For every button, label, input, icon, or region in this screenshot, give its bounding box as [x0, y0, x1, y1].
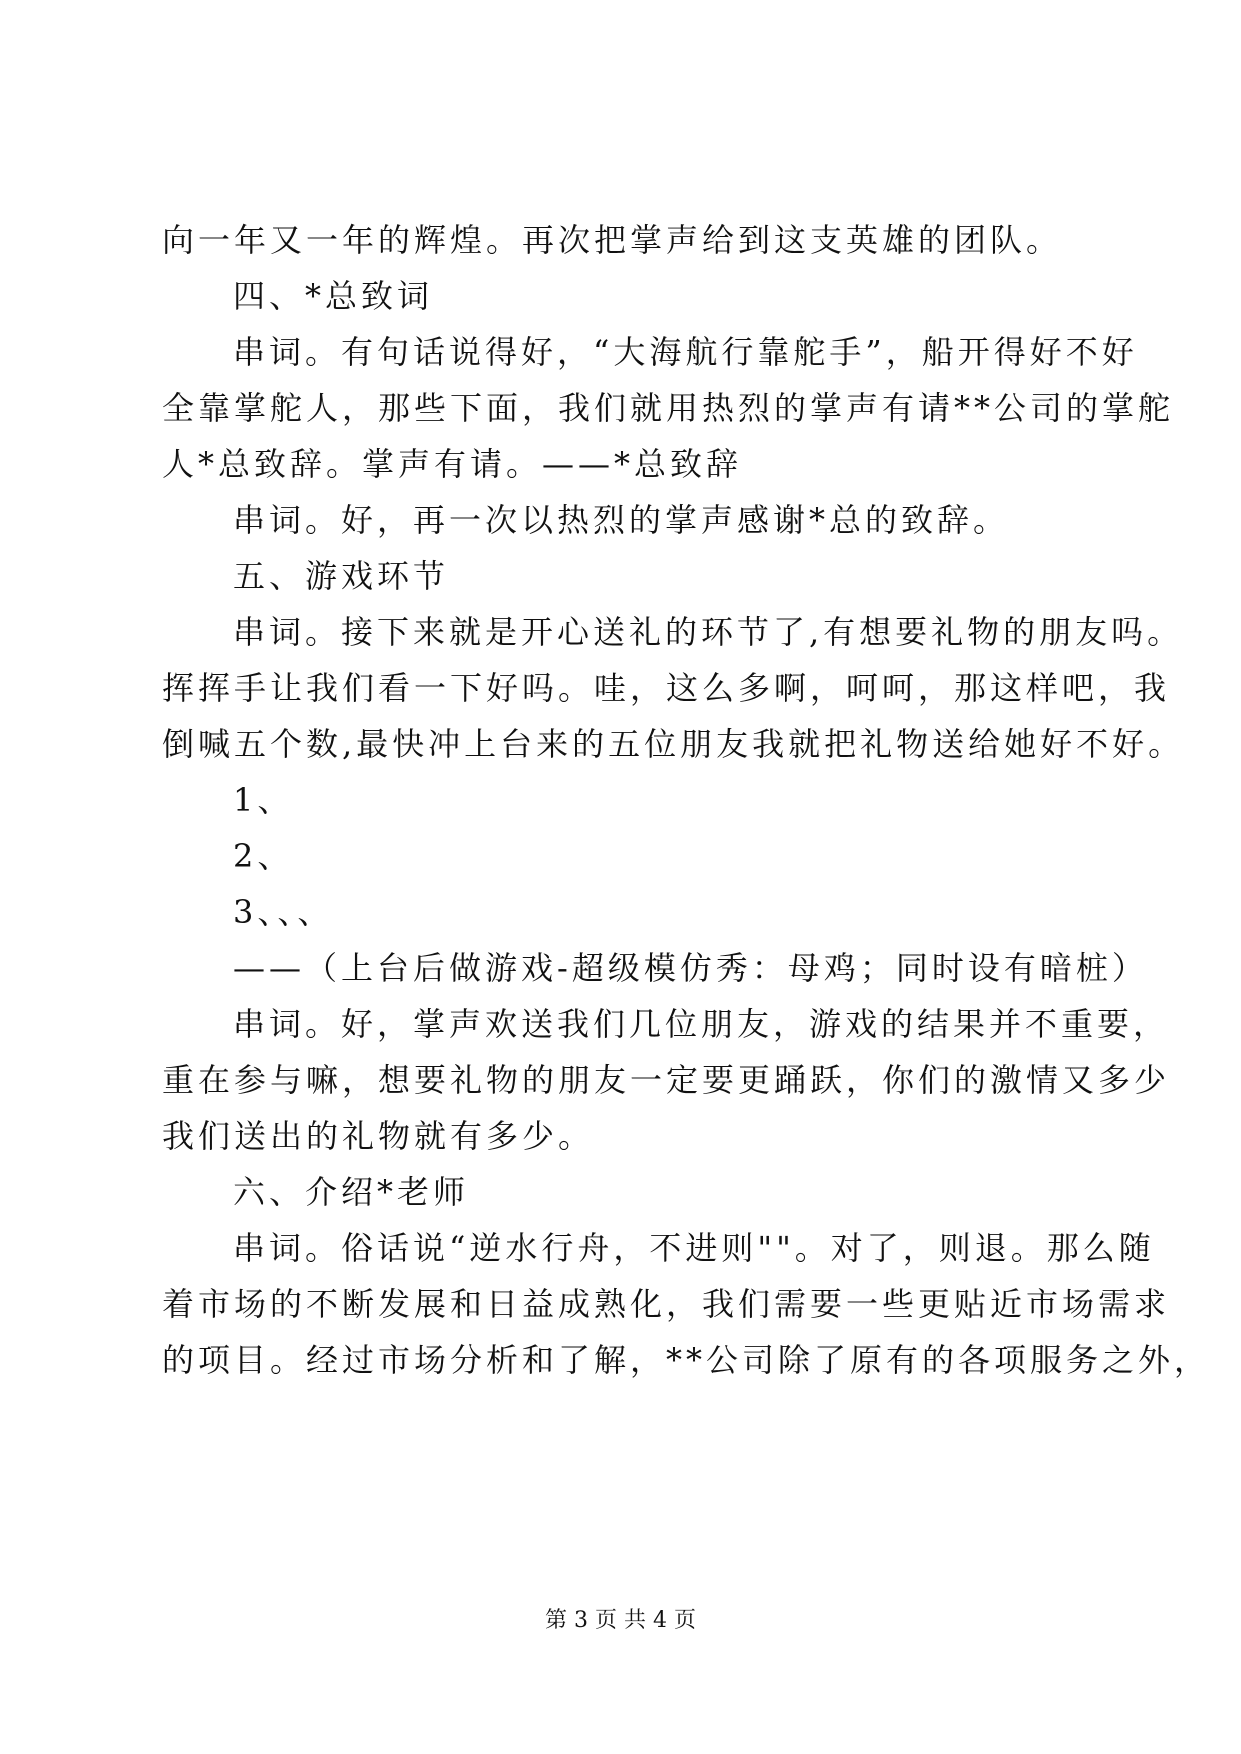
text-line: 串词。有句话说得好，“大海航行靠舵手”，船开得好不好: [233, 333, 1138, 371]
text-line: 我们送出的礼物就有多少。: [162, 1117, 595, 1155]
text-line: 全靠掌舵人，那些下面，我们就用热烈的掌声有请**公司的掌舵: [162, 389, 1175, 427]
text-line: 串词。俗话说“逆水行舟，不进则""。对了，则退。那么随: [233, 1229, 1155, 1267]
text-line: 串词。好，掌声欢送我们几位朋友，游戏的结果并不重要，: [233, 1005, 1170, 1043]
text-line: 的项目。经过市场分析和了解，**公司除了原有的各项服务之外，: [162, 1341, 1211, 1379]
list-item: 1、: [233, 781, 294, 819]
text-line: ——（上台后做游戏-超级模仿秀：母鸡；同时设有暗桩）: [233, 949, 1148, 987]
section-heading: 四、*总致词: [233, 277, 434, 315]
text-line: 向一年又一年的辉煌。再次把掌声给到这支英雄的团队。: [162, 221, 1063, 259]
text-line: 重在参与嘛，想要礼物的朋友一定要更踊跃，你们的激情又多少: [162, 1061, 1171, 1099]
text-line: 串词。接下来就是开心送礼的环节了,有想要礼物的朋友吗。: [233, 613, 1184, 651]
list-item: 2、: [233, 837, 294, 875]
document-body: [162, 212, 1211, 1388]
text-line: 倒喊五个数,最快冲上台来的五位朋友我就把礼物送给她好不好。: [162, 725, 1185, 763]
text-line: 挥挥手让我们看一下好吗。哇，这么多啊，呵呵，那这样吧，我: [162, 669, 1171, 707]
section-heading: 五、游戏环节: [233, 557, 450, 595]
page-footer: 第 3 页 共 4 页: [545, 1608, 696, 1633]
list-item: 3、、、: [233, 893, 334, 931]
text-line: 人*总致辞。掌声有请。——*总致辞: [162, 445, 743, 483]
section-heading: 六、介绍*老师: [233, 1173, 470, 1211]
text-line: 着市场的不断发展和日益成熟化，我们需要一些更贴近市场需求: [162, 1285, 1171, 1323]
text-line: 串词。好，再一次以热烈的掌声感谢*总的致辞。: [233, 501, 1010, 539]
